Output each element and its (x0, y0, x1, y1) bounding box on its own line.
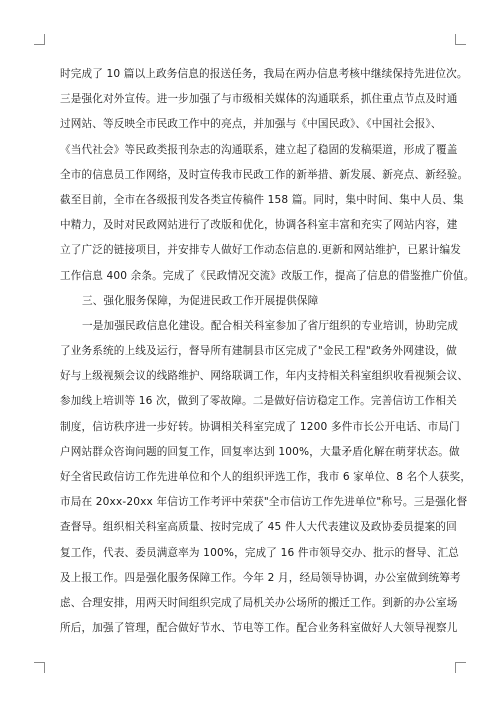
text-line: 及上报工作。四是强化服务保障工作。今年 2 月，经局领导协调，办公室做到统筹考 (60, 571, 461, 584)
text-line: 全市的信息员工作网络，及时宣传我市民政工作的新举措、新发展、新亮点、新经验。 (60, 168, 469, 181)
text-line: 复工作，代表、委员满意率为 100%，完成了 16 件市领导交办、批示的督导、汇总 (60, 546, 460, 559)
text-line: 截至目前，全市在各级报刊发各类宣传稿件 158 篇。同时，集中时间、集中人员、集 (60, 193, 464, 206)
text-line: 好与上级视频会议的线路维护、网络联调工作，年内支持相关科室组织收看视频会议、 (60, 370, 469, 383)
text-line: 参加线上培训等 16 次，做到了零故障。二是做好信访稳定工作。完善信访工作相关 (60, 395, 457, 408)
text-line: 工作信息 400 余条。完成了《民政情况交流》改版工作，提高了信息的借鉴推广价值。 (60, 269, 475, 282)
text-line: 中精力，及时对民政网站进行了改版和优化，协调各科室丰富和充实了网站内容，建 (60, 219, 458, 232)
crop-mark-bottom-right (455, 662, 466, 673)
text-line: 制度，信访秩序进一步好转。协调相关科室完成了 1200 多件市长公开电话、市局门 (60, 420, 460, 433)
text-line: 三是强化对外宣传。进一步加强了与市级相关媒体的沟通联系，抓住重点节点及时通 (60, 93, 458, 106)
text-line: 市局在 20xx-20xx 年信访工作考评中荣获"全市信访工作先进单位"称号。三是强化督 (60, 496, 468, 509)
text-line: 所后，加强了管理，配合做好节水、节电等工作。配合业务科室做好人大领导视察儿 (60, 622, 458, 635)
text-line: 一是加强民政信息化建设。配合相关科室参加了省厅组织的专业培训，协助完成 (82, 319, 459, 332)
text-line: 查督导。组织相关科室高质量、按时完成了 45 件人大代表建议及政协委员提案的回 (60, 521, 457, 534)
document-body (60, 62, 475, 641)
section-heading: 三、强化服务保障，为促进民政工作开展提供保障 (82, 294, 319, 307)
crop-mark-top-left (34, 34, 45, 45)
text-line: 户网站群众咨询问题的回复工作，回复率达到 100%，大量矛盾化解在萌芽状态。做 (60, 445, 460, 458)
text-line: 立了广泛的链接项目，并安排专人做好工作动态信息的.更新和网站维护，已累计编发 (60, 244, 462, 257)
text-line: 虑、合理安排，用两天时间组织完成了局机关办公场所的搬迁工作。到新的办公室场 (60, 596, 458, 609)
crop-mark-top-right (455, 34, 466, 45)
text-line: 好全省民政信访工作先进单位和个人的组织评选工作，我市 6 家单位、8 名个人获奖， (60, 471, 472, 483)
crop-mark-bottom-left (34, 662, 45, 673)
text-line: 了业务系统的上线及运行，督导所有建制县市区完成了"金民工程"政务外网建设，做 (60, 345, 457, 358)
text-line: 时完成了 10 篇以上政务信息的报送任务，我局在两办信息考核中继续保持先进位次。 (60, 68, 468, 80)
text-line: 过网站、等反映全市民政工作中的亮点，并加强与《中国民政》、《中国社会报》、 (60, 118, 442, 131)
text-line: 《当代社会》等民政类报刊杂志的沟通联系，建立起了稳固的发稿渠道，形成了覆盖 (60, 143, 458, 156)
